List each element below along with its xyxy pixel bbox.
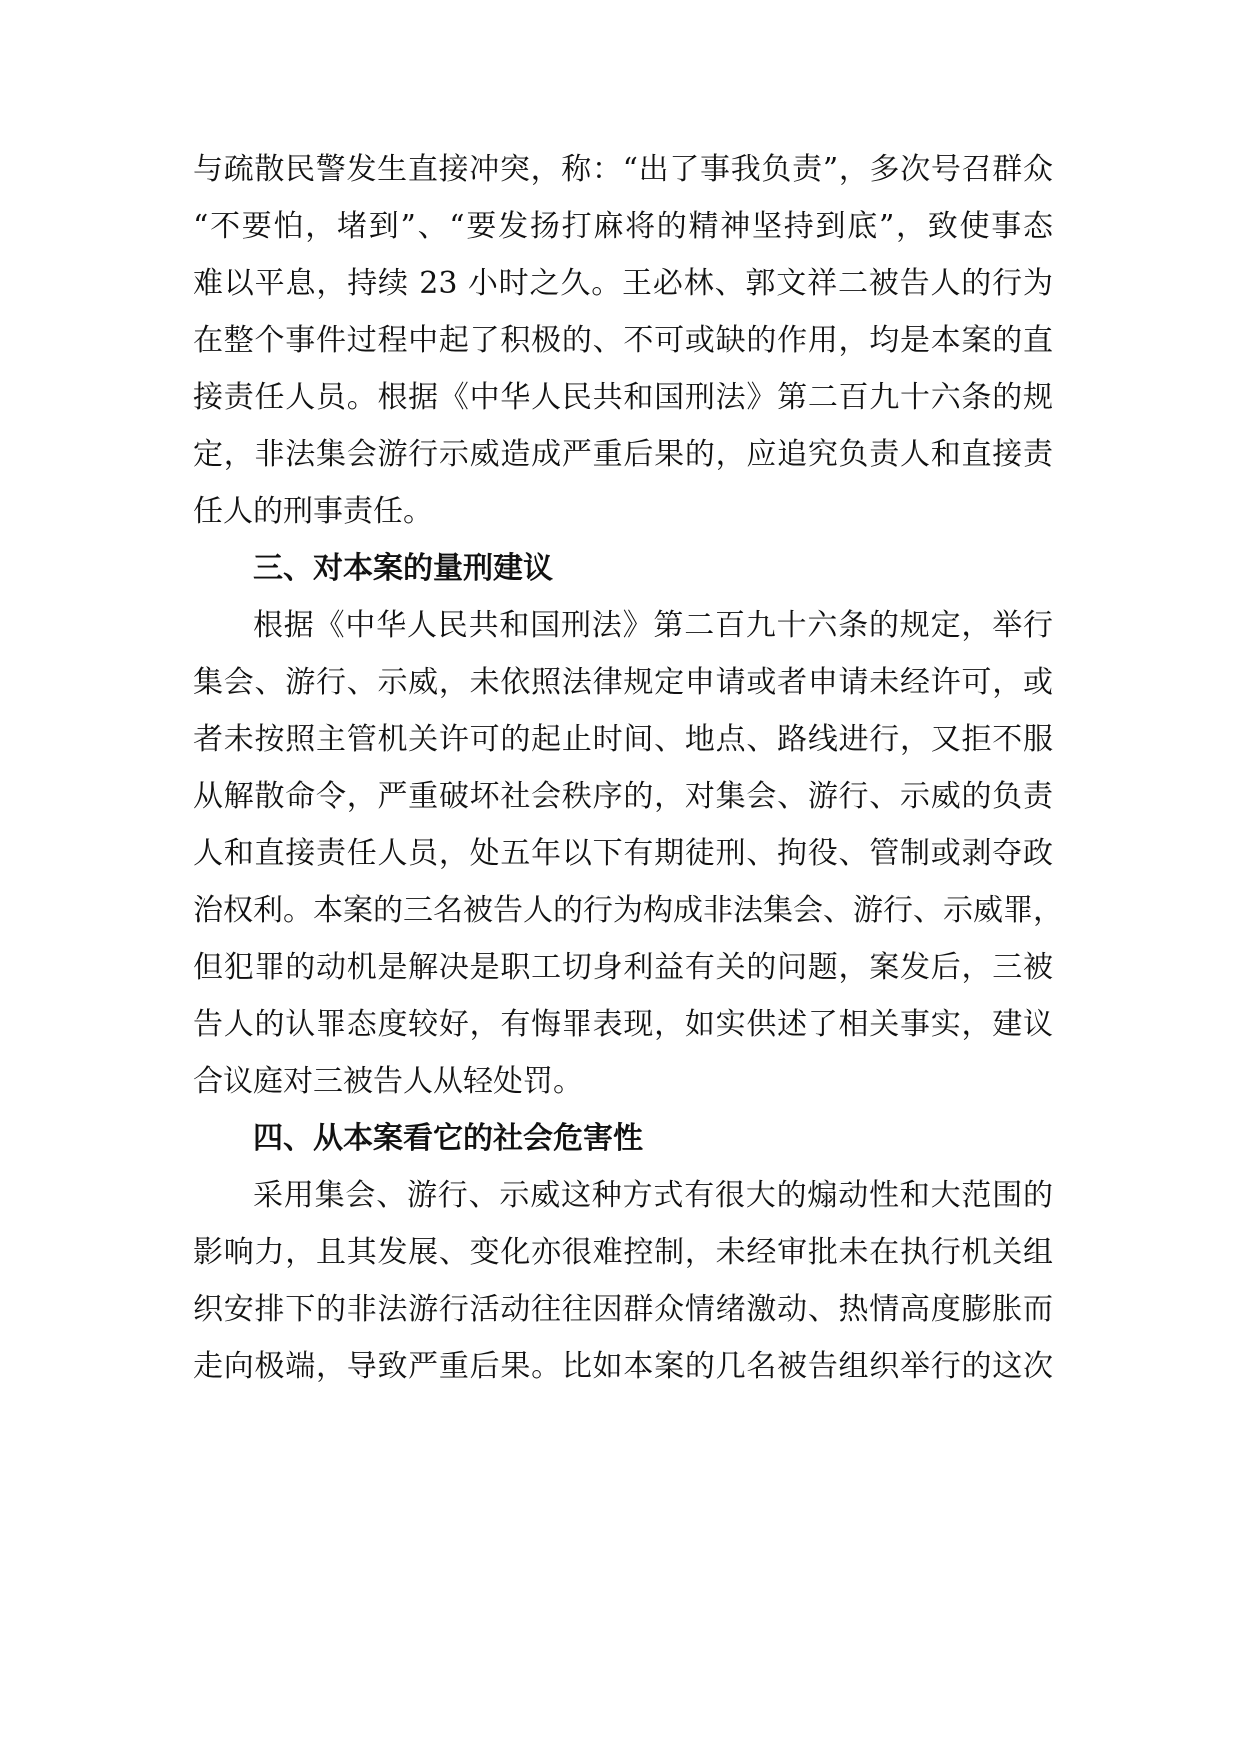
paragraph-line: 在整个事件过程中起了积极的、不可或缺的作用，均是本案的直 <box>193 323 1053 358</box>
paragraph-line: 治权利。本案的三名被告人的行为构成非法集会、游行、示威罪， <box>193 893 1063 928</box>
paragraph-line: 定，非法集会游行示威造成严重后果的，应追究负责人和直接责 <box>193 437 1053 472</box>
paragraph-line: 从解散命令，严重破坏社会秩序的，对集会、游行、示威的负责 <box>193 779 1053 814</box>
paragraph-line: 难以平息，持续 23 小时之久。王必林、郭文祥二被告人的行为 <box>193 266 1053 301</box>
paragraph-line: 集会、游行、示威，未依照法律规定申请或者申请未经许可，或 <box>193 665 1053 700</box>
paragraph-line: 任人的刑事责任。 <box>193 494 433 529</box>
paragraph-line: 织安排下的非法游行活动往往因群众情绪激动、热情高度膨胀而 <box>193 1292 1053 1327</box>
paragraph-line: 者未按照主管机关许可的起止时间、地点、路线进行，又拒不服 <box>193 722 1053 757</box>
section-heading: 四、从本案看它的社会危害性 <box>253 1121 643 1156</box>
paragraph-line: 但犯罪的动机是解决是职工切身利益有关的问题，案发后，三被 <box>193 950 1053 985</box>
paragraph-line: 与疏散民警发生直接冲突，称：“出了事我负责”，多次号召群众 <box>193 152 1053 187</box>
paragraph-line: “不要怕，堵到”、“要发扬打麻将的精神坚持到底”，致使事态 <box>193 209 1053 244</box>
paragraph-line: 合议庭对三被告人从轻处罚。 <box>193 1064 583 1099</box>
paragraph-line: 告人的认罪态度较好，有悔罪表现，如实供述了相关事实，建议 <box>193 1007 1053 1042</box>
section-heading: 三、对本案的量刑建议 <box>253 551 553 586</box>
paragraph-line: 走向极端，导致严重后果。比如本案的几名被告组织举行的这次 <box>193 1349 1053 1384</box>
paragraph-line: 根据《中华人民共和国刑法》第二百九十六条的规定，举行 <box>253 608 1053 643</box>
paragraph-line: 采用集会、游行、示威这种方式有很大的煽动性和大范围的 <box>253 1178 1053 1213</box>
paragraph-line: 人和直接责任人员，处五年以下有期徒刑、拘役、管制或剥夺政 <box>193 836 1053 871</box>
paragraph-line: 影响力，且其发展、变化亦很难控制，未经审批未在执行机关组 <box>193 1235 1053 1270</box>
paragraph-line: 接责任人员。根据《中华人民共和国刑法》第二百九十六条的规 <box>193 380 1053 415</box>
